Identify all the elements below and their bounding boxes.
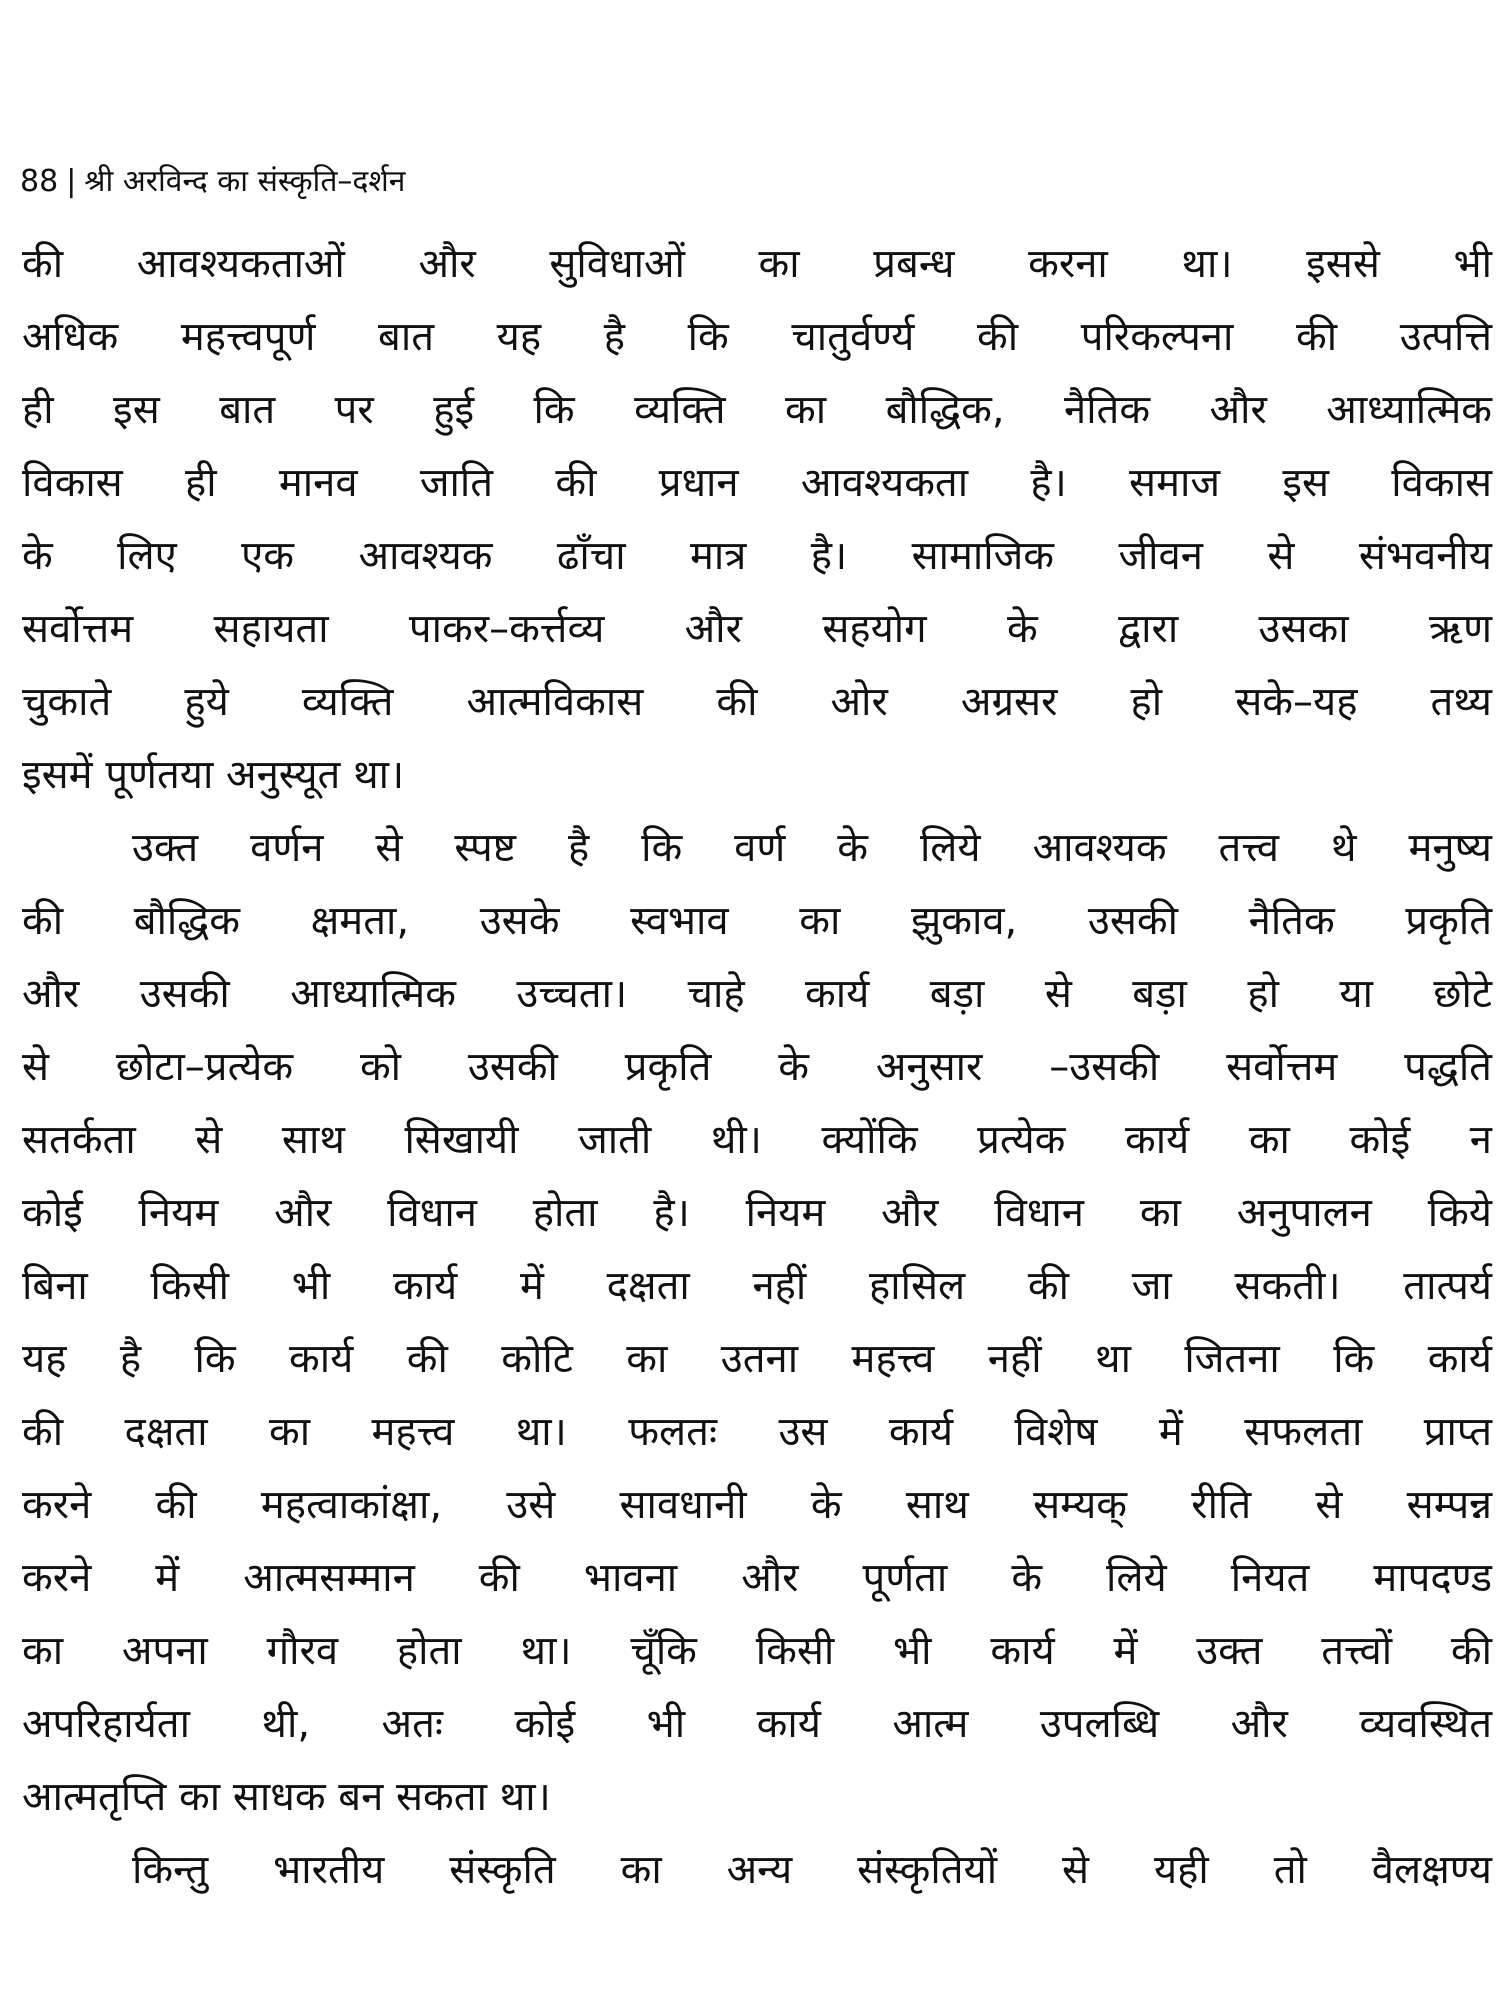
text-line: बिना किसी भी कार्य में दक्षता नहीं हासिल की जा सकती। तात्पर्य (22, 1263, 1492, 1309)
text-line: किन्तु भारतीय संस्कृति का अन्य संस्कृतियों से यही तो वैलक्षण्य (132, 1847, 1492, 1893)
text-line: विकास ही मानव जाति की प्रधान आवश्यकता है। समाज इस विकास (22, 460, 1492, 506)
text-line: की दक्षता का महत्त्व था। फलतः उस कार्य विशेष में सफलता प्राप्त (22, 1409, 1492, 1455)
text-line: कोई नियम और विधान होता है। नियम और विधान का अनुपालन किये (22, 1190, 1492, 1236)
text-line: सर्वोत्तम सहायता पाकर–कर्त्तव्य और सहयोग के द्वारा उसका ऋण (22, 606, 1492, 652)
text-line: की बौद्धिक क्षमता, उसके स्वभाव का झुकाव, उसकी नैतिक प्रकृति (22, 898, 1492, 944)
text-line: की आवश्यकताओं और सुविधाओं का प्रबन्ध करना था। इससे भी (22, 241, 1492, 287)
text-line: यह है कि कार्य की कोटि का उतना महत्त्व नहीं था जितना कि कार्य (22, 1336, 1492, 1382)
body-text (22, 228, 1492, 1907)
text-line: ही इस बात पर हुई कि व्यक्ति का बौद्धिक, नैतिक और आध्यात्मिक (22, 387, 1492, 433)
book-title: श्री अरविन्द का संस्कृति–दर्शन (84, 164, 406, 199)
text-line: सतर्कता से साथ सिखायी जाती थी। क्योंकि प्रत्येक कार्य का कोई न (22, 1117, 1492, 1163)
text-line: के लिए एक आवश्यक ढाँचा मात्र है। सामाजिक जीवन से संभवनीय (22, 533, 1492, 579)
text-line: और उसकी आध्यात्मिक उच्चता। चाहे कार्य बड़ा से बड़ा हो या छोटे (22, 971, 1492, 1017)
text-line: करने की महत्वाकांक्षा, उसे सावधानी के साथ सम्यक् रीति से सम्पन्न (22, 1482, 1492, 1528)
text-line: से छोटा–प्रत्येक को उसकी प्रकृति के अनुसार –उसकी सर्वोत्तम पद्धति (22, 1044, 1492, 1090)
text-line: आत्मतृप्ति का साधक बन सकता था। (22, 1774, 551, 1820)
text-line: इसमें पूर्णतया अनुस्यूत था। (22, 752, 405, 798)
text-line: का अपना गौरव होता था। चूँकि किसी भी कार्य में उक्त तत्त्वों की (22, 1628, 1492, 1674)
text-line: करने में आत्मसम्मान की भावना और पूर्णता के लिये नियत मापदण्ड (22, 1555, 1492, 1601)
text-line: अधिक महत्त्वपूर्ण बात यह है कि चातुर्वर्ण्य की परिकल्पना की उत्पत्ति (22, 314, 1492, 360)
text-line: उक्त वर्णन से स्पष्ट है कि वर्ण के लिये आवश्यक तत्त्व थे मनुष्य (132, 825, 1492, 871)
running-head (20, 162, 405, 202)
text-line: चुकाते हुये व्यक्ति आत्मविकास की ओर अग्रसर हो सके–यह तथ्य (22, 679, 1492, 725)
text-line: अपरिहार्यता थी, अतः कोई भी कार्य आत्म उपलब्धि और व्यवस्थित (22, 1701, 1492, 1747)
header-separator: | (66, 164, 77, 199)
page-number: 88 (20, 164, 59, 199)
